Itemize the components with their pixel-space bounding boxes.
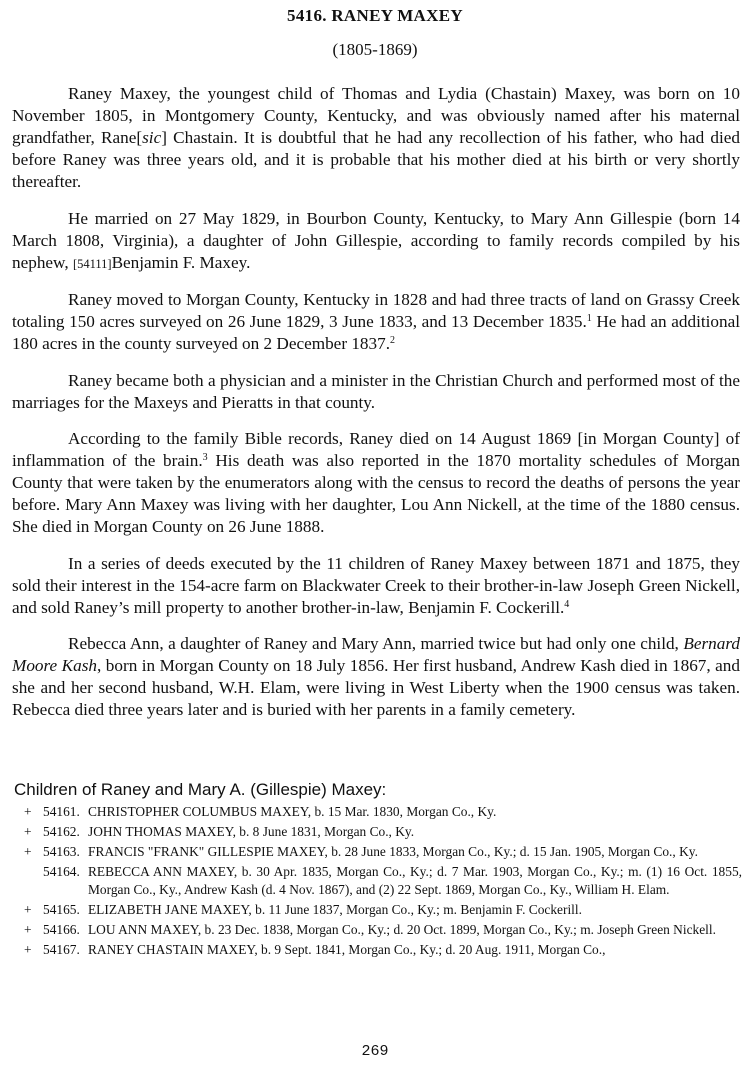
paragraph-text: He married on 27 May 1829, in Bourbon County, Kentucky, to Mary Ann Gillespie (born 14 March 1808, Virginia), a daughter of John Gillespie, according to family records compiled by his nephew, [12,208,740,272]
child-number: 54165. [43,902,80,917]
paragraph-text: His death was also reported in the 1870 mortality schedules of Morgan County that were taken by the enumerators along with the census to record the deaths of persons the year before. Mary Ann Maxey was living with her daughter, Lou Ann Nickell, at the time of the 1880 census. She died in Morgan County on 26 June 1888. [12,451,740,536]
child-entry [14,843,742,861]
child-entry [14,921,742,939]
child-text: REBECCA ANN MAXEY, b. 30 Apr. 1835, Morgan Co., Ky.; d. 7 Mar. 1903, Morgan Co., Ky.; m. (1) 16 Oct. 1855, Morgan Co., Ky., Andrew Kash (d. 4 Nov. 1867), and (2) 22 Sept. 1869, Morgan Co., Ky., William H. Elam. [88,864,742,897]
child-entry [14,901,742,919]
page-title: 5416. RANEY MAXEY [287,6,463,25]
paragraph-birth [12,83,740,193]
child-text: CHRISTOPHER COLUMBUS MAXEY, b. 15 Mar. 1830, Morgan Co., Ky. [88,804,497,819]
child-number: 54164. [43,864,80,879]
paragraph-text: Rebecca Ann, a daughter of Raney and Mary Ann, married twice but had only one child, [68,634,684,653]
child-entry [14,823,742,841]
child-text: ELIZABETH JANE MAXEY, b. 11 June 1837, Morgan Co., Ky.; m. Benjamin F. Cockerill. [88,902,582,917]
paragraph-text: , born in Morgan County on 18 July 1856. Her first husband, Andrew Kash died in 1867, and she and her second husband, W.H. Elam, were living in West Liberty when the 1900 census was taken. Rebecca died three years later and is buried with her parents in a family cemetery. [12,656,740,719]
paragraph-land [12,289,740,355]
paragraph-deeds [12,553,740,619]
sic-annotation: sic [142,128,162,147]
paragraph-text: Raney moved to Morgan County, Kentucky in 1828 and had three tracts of land on Grassy Creek totaling 150 acres surveyed on 26 June 1829, 3 June 1833, and 13 December 1835. [12,290,740,331]
has-descendants-marker: + [24,922,32,937]
footnote-marker: 4 [564,598,570,610]
paragraph-text: He had an additional 180 acres in the county surveyed on 2 December 1837. [12,312,740,353]
paragraph-text: Raney Maxey, the youngest child of Thomas and Lydia (Chastain) Maxey, was born on 10 November 1805, in Montgomery County, Kentucky, and was obviously named after his maternal grandfather, Rane[sic] Chastain. It is doubtful that he had any recollection of his father, who had died before Raney was three years old, and it is probable that his mother died at his birth or very shortly thereafter. [12,84,741,191]
has-descendants-marker: + [24,844,32,859]
cross-reference-number: [54111] [72,256,112,271]
paragraph-text: Benjamin F. Maxey. [111,252,251,272]
paragraph-profession [12,370,740,414]
has-descendants-marker: + [24,942,32,957]
page-number: 269 [361,1043,389,1060]
italic-name: Bernard Moore Kash [12,634,740,675]
child-number: 54163. [43,844,80,859]
has-descendants-marker: + [24,824,32,839]
child-number: 54167. [43,942,80,957]
child-number: 54162. [43,824,80,839]
has-descendants-marker: + [24,902,32,917]
child-text: RANEY CHASTAIN MAXEY, b. 9 Sept. 1841, Morgan Co., Ky.; d. 20 Aug. 1911, Morgan Co., [88,942,606,957]
paragraph-death [12,428,740,538]
footnote-marker: 1 [586,313,592,324]
child-text: FRANCIS "FRANK" GILLESPIE MAXEY, b. 28 June 1833, Morgan Co., Ky.; d. 15 Jan. 1905, Morgan Co., Ky. [88,844,698,859]
has-descendants-marker: + [24,804,32,819]
lifespan-dates: (1805-1869) [332,40,418,59]
paragraph-text: In a series of deeds executed by the 11 children of Raney Maxey between 1871 and 1875, they sold their interest in the 154-acre farm on Blackwater Creek to their brother-in-law Joseph Green Nickell, and sold Raney’s mill property to another brother-in-law, Benjamin F. Cockerill. [12,553,740,617]
paragraph-marriage [12,208,740,275]
footnote-marker: 2 [390,335,396,346]
child-entry [14,863,742,899]
biography-body [12,83,740,736]
child-entry [14,803,742,821]
children-heading: Children of Raney and Mary A. (Gillespie) Maxey: [14,780,387,799]
child-number: 54166. [43,922,80,937]
paragraph-text: According to the family Bible records, Raney died on 14 August 1869 [in Morgan County] of inflammation of the brain. [12,429,740,470]
child-text: LOU ANN MAXEY, b. 23 Dec. 1838, Morgan Co., Ky.; d. 20 Oct. 1899, Morgan Co., Ky.; m. Joseph Green Nickell. [88,922,716,937]
paragraph-text: Raney became both a physician and a minister in the Christian Church and performed most of the marriages for the Maxeys and Pieratts in that county. [12,370,740,412]
child-text: JOHN THOMAS MAXEY, b. 8 June 1831, Morgan Co., Ky. [88,824,415,839]
child-number: 54161. [43,804,80,819]
child-entry [14,941,742,959]
footnote-marker: 3 [202,452,208,463]
paragraph-rebecca [12,633,740,721]
children-list [14,780,742,961]
